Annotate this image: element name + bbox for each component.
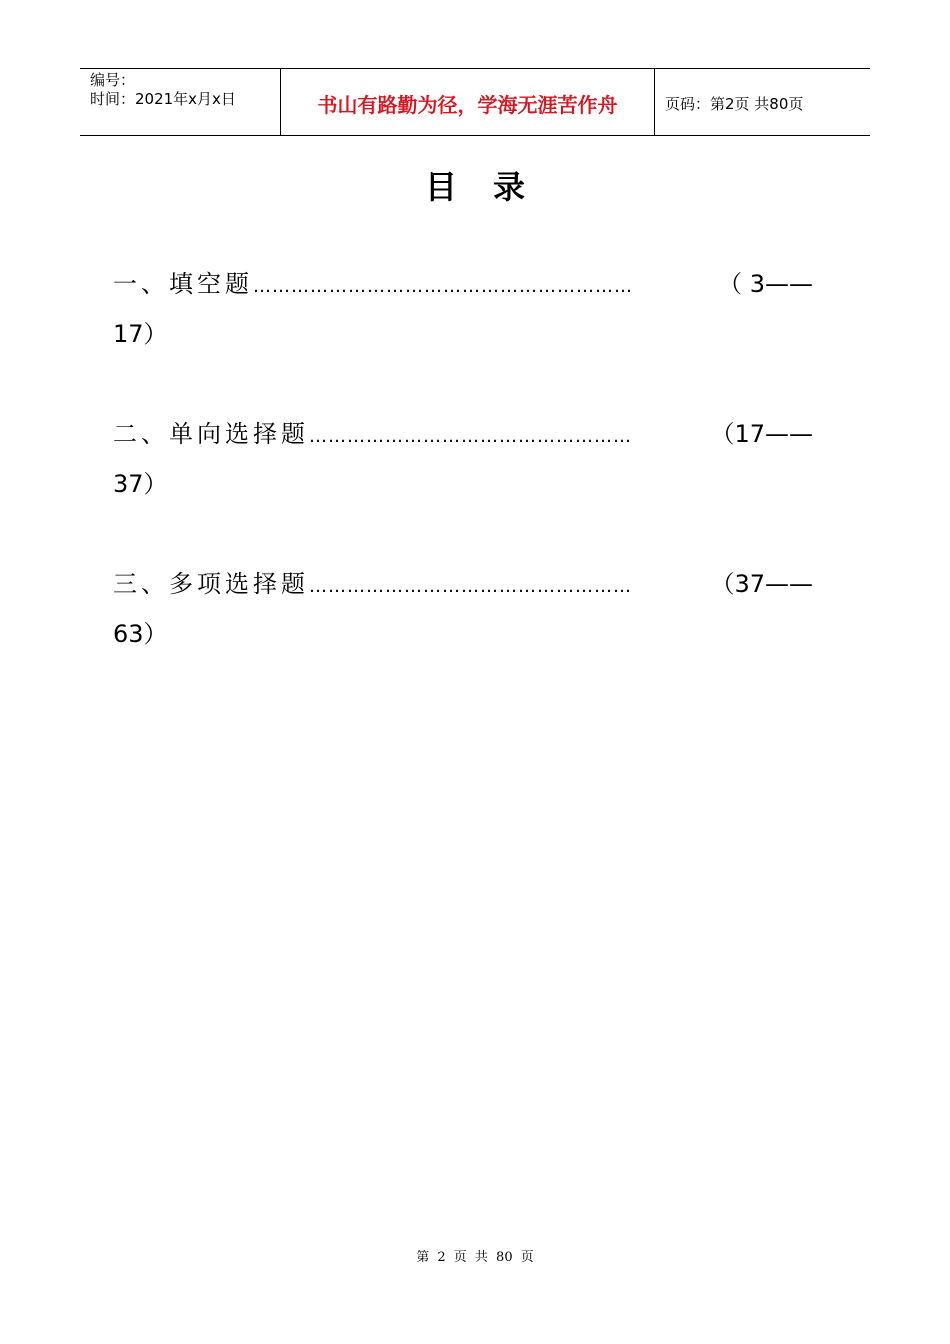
toc-page-range-end: 63） bbox=[113, 620, 168, 648]
toc-leader-dots: …………………………………………… bbox=[309, 576, 632, 597]
toc-entry-label: 一、填空题 bbox=[113, 270, 253, 298]
toc-entry-fill-in bbox=[113, 268, 813, 350]
header-page-info: 页码：第2页 共80页 bbox=[665, 94, 804, 113]
toc-page-range-end: 37） bbox=[113, 470, 168, 498]
doc-time-label: 时间：2021年x月x日 bbox=[90, 90, 236, 108]
page-header bbox=[80, 68, 870, 136]
doc-number-label: 编号： bbox=[90, 71, 136, 89]
toc-page-range-end: 17） bbox=[113, 320, 168, 348]
toc-entry-single-choice bbox=[113, 418, 813, 500]
header-meta-cell bbox=[80, 69, 281, 135]
toc-page-range-start: （ 3—— bbox=[718, 270, 813, 298]
page-footer: 第 2 页 共 80 页 bbox=[416, 1250, 534, 1265]
toc-leader-dots: …………………………………………………… bbox=[253, 276, 633, 297]
header-motto: 书山有路勤为径，学海无涯苦作舟 bbox=[281, 69, 655, 135]
toc-entry-label: 三、多项选择题 bbox=[113, 570, 309, 598]
toc-entry-label: 二、单向选择题 bbox=[113, 420, 309, 448]
toc-page-range-start: （17—— bbox=[710, 420, 813, 448]
toc-entry-multiple-choice bbox=[113, 568, 813, 650]
toc-leader-dots: …………………………………………… bbox=[309, 426, 632, 447]
toc-page-range-start: （37—— bbox=[710, 570, 813, 598]
page-title: 目录 bbox=[424, 168, 561, 206]
